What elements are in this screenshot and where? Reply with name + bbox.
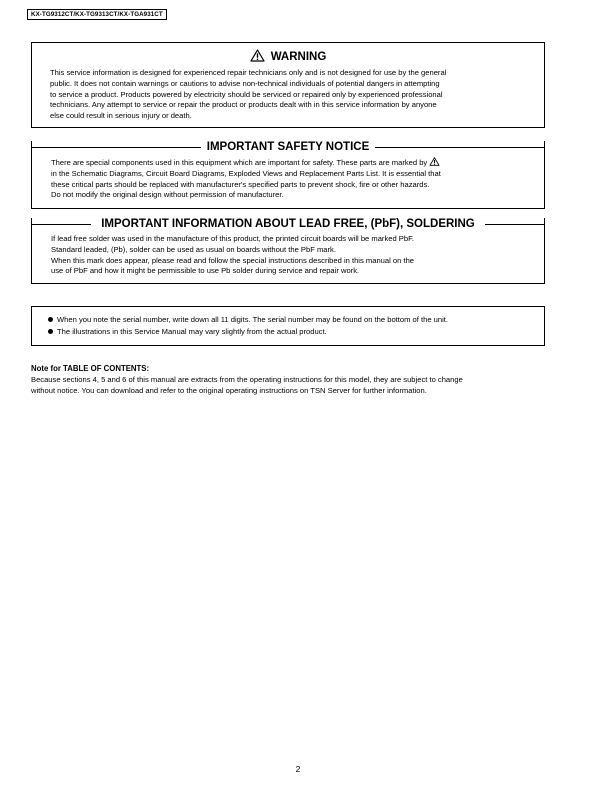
toc-note-text <box>31 374 561 396</box>
notes-list <box>48 314 538 338</box>
warning-text <box>50 68 530 122</box>
list-item: When you note the serial number, write down all 11 digits. The serial number may be found on the bottom of the unit. <box>48 314 538 326</box>
safety-notice-line: in the Schematic Diagrams, Circuit Board Diagrams, Exploded Views and Replacement Parts List. It is essential that <box>51 168 441 178</box>
warning-box <box>31 42 545 128</box>
bullet-icon <box>48 317 53 322</box>
warning-line: to service a product. Products powered by electricity should be serviced or repaired only by experienced professional <box>50 89 443 99</box>
model-number-tag: KX-TG9312CT/KX-TG9313CT/KX-TGA931CT <box>27 9 167 20</box>
warning-triangle-icon <box>429 157 440 166</box>
warning-title: WARNING <box>270 51 327 63</box>
notes-box <box>31 306 545 346</box>
safety-notice-line: Do not modify the original design without permission of manufacturer. <box>51 190 284 200</box>
toc-note-title: Note for TABLE OF CONTENTS: <box>31 364 150 373</box>
safety-notice-title: IMPORTANT SAFETY NOTICE <box>202 141 375 153</box>
warning-heading <box>32 49 544 63</box>
warning-line: else could result in serious injury or death. <box>50 111 192 121</box>
toc-note-line: without notice. You can download and refer to the original operating instructions on TSN Server for further information. <box>31 386 427 395</box>
lead-free-line: use of PbF and how it might be permissible to use Pb solder during service and repair work. <box>51 266 360 276</box>
lead-free-box <box>31 218 545 284</box>
safety-notice-line: these critical parts should be replaced with manufacturer's specified parts to prevent shock, fire or other hazards. <box>51 179 430 189</box>
safety-notice-text <box>51 157 531 201</box>
warning-triangle-icon <box>250 49 265 62</box>
page-number: 2 <box>295 764 301 774</box>
safety-notice-box <box>31 141 545 209</box>
lead-free-text <box>51 234 531 277</box>
lead-free-title-rule <box>31 218 545 231</box>
toc-note-line: Because sections 4, 5 and 6 of this manual are extracts from the operating instructions for this model, they are subject to change <box>31 375 463 384</box>
warning-line: technicians. Any attempt to service or repair the product or products dealt with in this service information by anyone <box>50 100 437 110</box>
warning-line: This service information is designed for experienced repair technicians only and is not designed for use by the general <box>50 68 447 77</box>
lead-free-line: Standard leaded, (Pb), solder can be used as usual on boards without the PbF mark. <box>51 244 336 254</box>
lead-free-line: When this mark does appear, please read and follow the special instructions described in this manual on the <box>51 255 415 265</box>
lead-free-line: If lead free solder was used in the manufacture of this product, the printed circuit boards will be marked PbF. <box>51 234 414 243</box>
warning-line: public. It does not contain warnings or cautions to advise non-technical individuals of potential dangers in attempting <box>50 78 440 88</box>
safety-notice-line: There are special components used in this equipment which are important for safety. These parts are marked by <box>51 157 531 169</box>
lead-free-title: IMPORTANT INFORMATION ABOUT LEAD FREE, (PbF), SOLDERING <box>96 218 480 230</box>
bullet-icon <box>48 329 53 334</box>
list-item: The illustrations in this Service Manual may vary slightly from the actual product. <box>48 326 538 338</box>
safety-notice-title-rule <box>31 141 545 154</box>
